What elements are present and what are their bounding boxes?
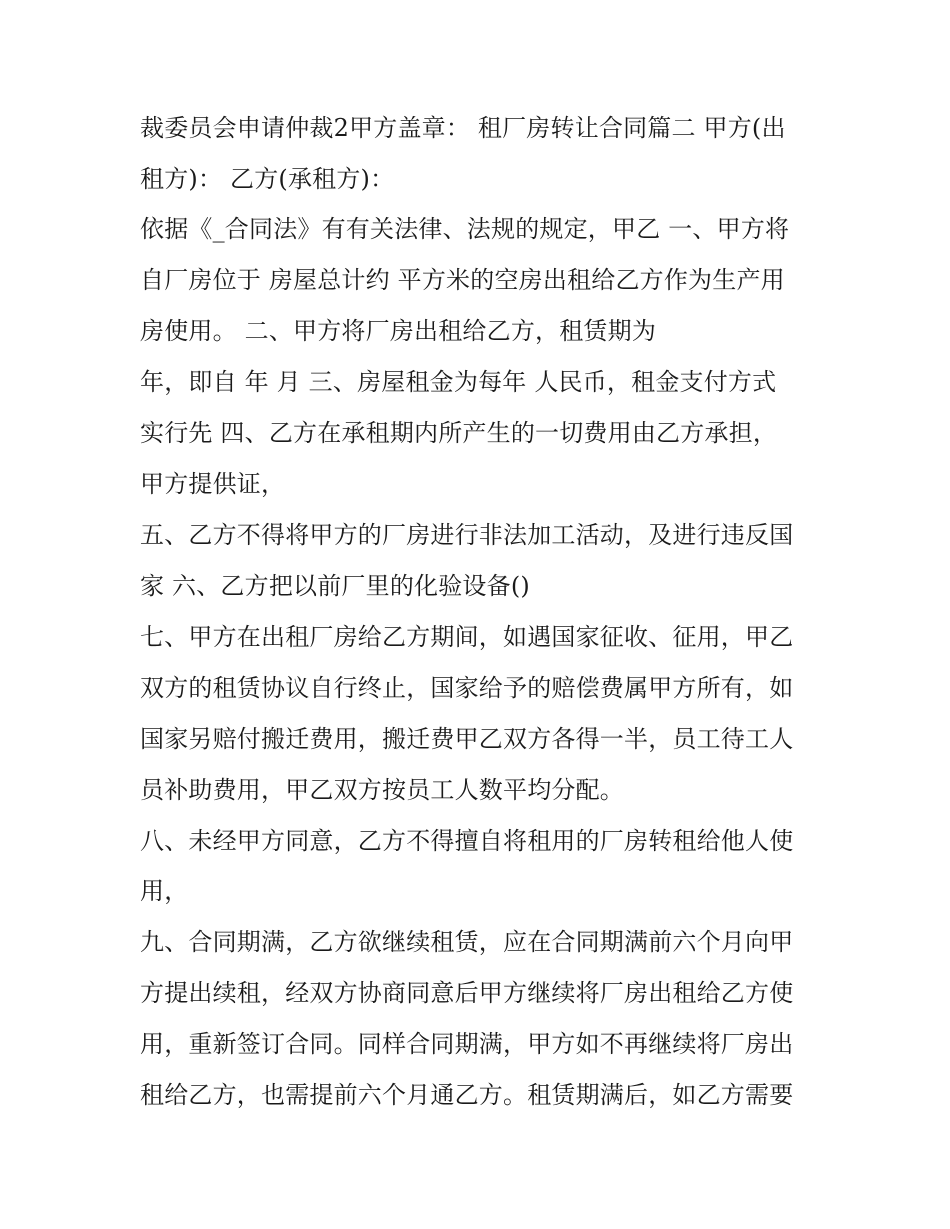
text-line: 自厂房位于 房屋总计约 平方米的空房出租给乙方作为生产用 bbox=[140, 266, 785, 294]
text-line: 双方的租赁协议自行终止，国家给予的赔偿费属甲方所有，如 bbox=[140, 674, 794, 702]
text-line: 用，重新签订合同。同样合同期满，甲方如不再继续将厂房出 bbox=[140, 1030, 794, 1058]
text-line: 五、乙方不得将甲方的厂房进行非法加工活动，及进行违反国 bbox=[140, 521, 794, 549]
text-line: 七、甲方在出租厂房给乙方期间，如遇国家征收、征用，甲乙 bbox=[140, 623, 794, 651]
text-line: 依据《_合同法》有有关法律、法规的规定，甲乙 一、甲方将 bbox=[140, 215, 790, 243]
text-line: 八、未经甲方同意，乙方不得擅自将租用的厂房转租给他人使 bbox=[140, 827, 794, 855]
text-line: 租方)： 乙方(承租方)： bbox=[140, 165, 395, 193]
text-line: 用， bbox=[140, 877, 189, 905]
text-line: 甲方提供证， bbox=[140, 470, 286, 498]
text-line: 房使用。 二、甲方将厂房出租给乙方，租赁期为 bbox=[140, 317, 657, 345]
text-line: 裁委员会申请仲裁2甲方盖章： 租厂房转让合同篇二 甲方(出 bbox=[140, 114, 786, 142]
text-line: 员补助费用，甲乙双方按员工人数平均分配。 bbox=[140, 776, 624, 804]
text-line: 实行先 四、乙方在承租期内所产生的一切费用由乙方承担， bbox=[140, 419, 778, 447]
text-line: 家 六、乙方把以前厂里的化验设备() bbox=[140, 572, 530, 600]
text-line: 国家另赔付搬迁费用，搬迁费甲乙双方各得一半，员工待工人 bbox=[140, 725, 794, 753]
text-line: 九、合同期满，乙方欲继续租赁，应在合同期满前六个月向甲 bbox=[140, 928, 794, 956]
text-line: 租给乙方，也需提前六个月通乙方。租赁期满后，如乙方需要 bbox=[140, 1081, 794, 1109]
text-line: 方提出续租，经双方协商同意后甲方继续将厂房出租给乙方使 bbox=[140, 979, 794, 1007]
text-line: 年，即自 年 月 三、房屋租金为每年 人民币，租金支付方式 bbox=[140, 368, 777, 396]
